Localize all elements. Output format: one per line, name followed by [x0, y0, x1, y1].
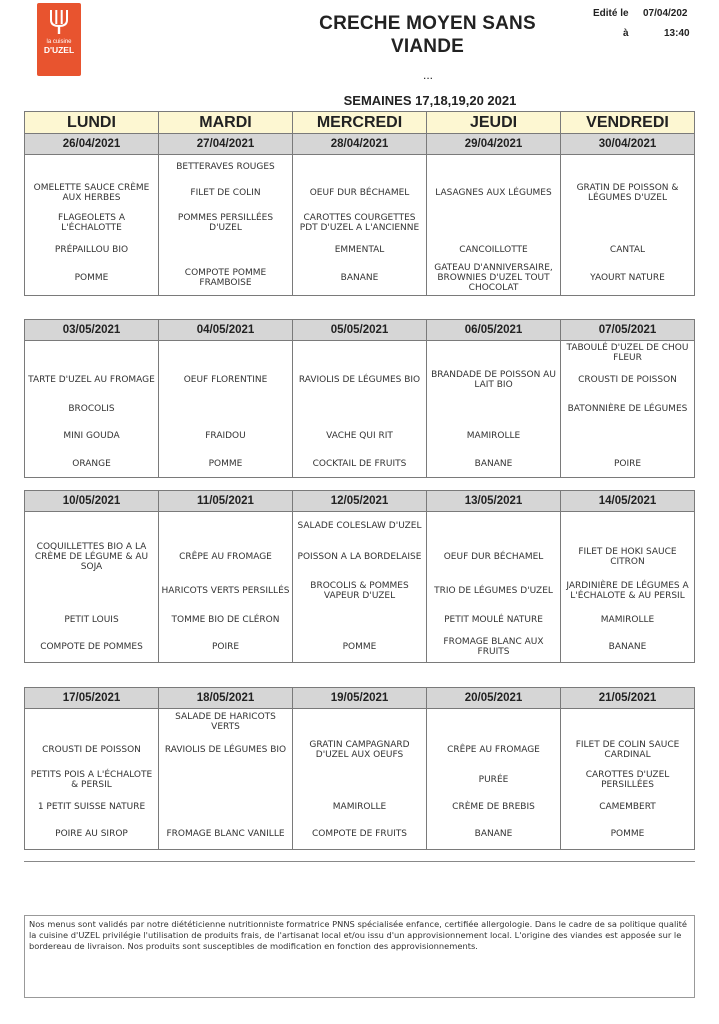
dish-cell: BANANE: [427, 450, 561, 478]
dish-cell: JARDINIÈRE DE LÉGUMES A L'ÉCHALOTE & AU PERSIL: [561, 574, 695, 608]
dish-cell: POMME: [561, 819, 695, 850]
date-cell: 18/05/2021: [159, 688, 293, 709]
date-cell: 05/05/2021: [293, 320, 427, 341]
dish-row: [25, 178, 695, 208]
date-cell: 07/05/2021: [561, 320, 695, 341]
dish-row: [25, 735, 695, 765]
dish-cell: COCKTAIL DE FRUITS: [293, 450, 427, 478]
day-header-row: [25, 112, 695, 134]
page-title: CRECHE MOYEN SANS VIANDE: [319, 13, 536, 57]
dish-cell: CRÈME DE BREBIS: [427, 795, 561, 819]
dish-cell: CANCOILLOTTE: [427, 238, 561, 261]
dish-cell: LASAGNES AUX LÉGUMES: [427, 178, 561, 208]
week-table: [24, 687, 695, 850]
dish-cell: [427, 208, 561, 238]
dish-cell: TRIO DE LÉGUMES D'UZEL: [427, 574, 561, 608]
day-header: MARDI: [159, 112, 293, 134]
week-table: [24, 319, 695, 478]
day-header: MERCREDI: [293, 112, 427, 134]
dish-row: [25, 512, 695, 540]
footer-notice: Nos menus sont validés par notre diététicienne nutritionniste formatrice PNNS spécialisée enfance, certifiée allergologie. Dans le cadre de sa politique qualité la cuisine d'UZEL privilégie l'utilisation de produits frais, de l'artisanat local et/ou issu d'un approvisionnement local. L'origine des viandes est apposée sur le bordereau de livraison. Nos produits sont susceptibles de modification en fonction des approvisionnements.: [24, 915, 695, 998]
dish-cell: CROUSTI DE POISSON: [25, 735, 159, 765]
dish-cell: PRÉPAILLOU BIO: [25, 238, 159, 261]
dish-row: [25, 208, 695, 238]
dish-cell: [293, 395, 427, 422]
dish-cell: SALADE COLESLAW D'UZEL: [293, 512, 427, 540]
edited-time: 13:40: [664, 28, 690, 39]
title-ellipsis: ...: [423, 68, 434, 82]
dish-cell: BANANE: [561, 632, 695, 663]
day-header: LUNDI: [25, 112, 159, 134]
dish-row: [25, 632, 695, 663]
date-cell: 04/05/2021: [159, 320, 293, 341]
date-row: [25, 134, 695, 155]
date-cell: 30/04/2021: [561, 134, 695, 155]
dish-cell: GRATIN CAMPAGNARD D'UZEL AUX OEUFS: [293, 735, 427, 765]
at-label: à: [623, 28, 629, 39]
day-header: JEUDI: [427, 112, 561, 134]
dish-cell: RAVIOLIS DE LÉGUMES BIO: [159, 735, 293, 765]
date-row: [25, 688, 695, 709]
dish-cell: CANTAL: [561, 238, 695, 261]
dish-cell: [159, 512, 293, 540]
dish-cell: CAROTTES COURGETTES PDT D'UZEL A L'ANCIENNE: [293, 208, 427, 238]
logo-top-text: la cuisine: [46, 39, 72, 45]
date-cell: 21/05/2021: [561, 688, 695, 709]
dish-cell: CAMEMBERT: [561, 795, 695, 819]
dish-cell: MINI GOUDA: [25, 422, 159, 450]
dish-cell: FLAGEOLETS A L'ÉCHALOTTE: [25, 208, 159, 238]
dish-cell: BRANDADE DE POISSON AU LAIT BIO: [427, 365, 561, 395]
dish-cell: [561, 208, 695, 238]
dish-cell: PETIT MOULÉ NATURE: [427, 608, 561, 632]
week-table: [24, 111, 695, 296]
dish-cell: RAVIOLIS DE LÉGUMES BIO: [293, 365, 427, 395]
dish-cell: POISSON A LA BORDELAISE: [293, 539, 427, 574]
dish-row: [25, 238, 695, 261]
dish-cell: [25, 574, 159, 608]
dish-row: [25, 341, 695, 366]
dish-cell: [25, 512, 159, 540]
dish-cell: COMPOTE DE POMMES: [25, 632, 159, 663]
dish-cell: POMME: [25, 261, 159, 296]
dish-cell: BANANE: [427, 819, 561, 850]
date-cell: 06/05/2021: [427, 320, 561, 341]
dish-cell: [561, 709, 695, 736]
dish-cell: CRÊPE AU FROMAGE: [159, 539, 293, 574]
dish-cell: FROMAGE BLANC VANILLE: [159, 819, 293, 850]
dish-cell: BROCOLIS: [25, 395, 159, 422]
dish-cell: [159, 395, 293, 422]
dish-cell: BANANE: [293, 261, 427, 296]
dish-row: [25, 395, 695, 422]
date-cell: 20/05/2021: [427, 688, 561, 709]
dish-cell: VACHE QUI RIT: [293, 422, 427, 450]
dish-cell: [427, 709, 561, 736]
dish-row: [25, 365, 695, 395]
dish-cell: HARICOTS VERTS PERSILLÉS: [159, 574, 293, 608]
edited-label: Edité le: [593, 8, 629, 19]
dish-cell: TARTE D'UZEL AU FROMAGE: [25, 365, 159, 395]
date-row: [25, 320, 695, 341]
dish-cell: SALADE DE HARICOTS VERTS: [159, 709, 293, 736]
day-header: VENDREDI: [561, 112, 695, 134]
dish-cell: [561, 422, 695, 450]
dish-cell: PURÉE: [427, 765, 561, 795]
dish-cell: 1 PETIT SUISSE NATURE: [25, 795, 159, 819]
dish-cell: [427, 341, 561, 366]
edited-date: 07/04/202: [643, 8, 688, 19]
dish-cell: POIRE: [561, 450, 695, 478]
dish-cell: FILET DE HOKI SAUCE CITRON: [561, 539, 695, 574]
dish-row: [25, 795, 695, 819]
dish-row: [25, 819, 695, 850]
date-cell: 27/04/2021: [159, 134, 293, 155]
date-cell: 13/05/2021: [427, 491, 561, 512]
dish-cell: [25, 341, 159, 366]
dish-cell: [293, 608, 427, 632]
dish-cell: COQUILLETTES BIO A LA CRÈME DE LÉGUME & AU SOJA: [25, 539, 159, 574]
dish-cell: [427, 395, 561, 422]
date-cell: 12/05/2021: [293, 491, 427, 512]
dish-cell: MAMIROLLE: [561, 608, 695, 632]
dish-cell: TOMME BIO DE CLÉRON: [159, 608, 293, 632]
dish-cell: FRAIDOU: [159, 422, 293, 450]
dish-cell: OEUF DUR BÉCHAMEL: [293, 178, 427, 208]
dish-cell: FILET DE COLIN SAUCE CARDINAL: [561, 735, 695, 765]
dish-cell: FILET DE COLIN: [159, 178, 293, 208]
dish-cell: [293, 709, 427, 736]
dish-cell: YAOURT NATURE: [561, 261, 695, 296]
dish-cell: ORANGE: [25, 450, 159, 478]
dish-cell: [293, 155, 427, 179]
dish-cell: [427, 155, 561, 179]
dish-cell: FROMAGE BLANC AUX FRUITS: [427, 632, 561, 663]
date-cell: 14/05/2021: [561, 491, 695, 512]
date-cell: 11/05/2021: [159, 491, 293, 512]
dish-cell: [25, 155, 159, 179]
date-cell: 10/05/2021: [25, 491, 159, 512]
dish-cell: [159, 238, 293, 261]
date-cell: 29/04/2021: [427, 134, 561, 155]
dish-cell: [561, 155, 695, 179]
dish-cell: EMMENTAL: [293, 238, 427, 261]
logo-bottom-text: D'UZEL: [43, 45, 75, 55]
dish-cell: MAMIROLLE: [293, 795, 427, 819]
dish-cell: POMMES PERSILLÉES D'UZEL: [159, 208, 293, 238]
date-cell: 03/05/2021: [25, 320, 159, 341]
dish-cell: OMELETTE SAUCE CRÈME AUX HERBES: [25, 178, 159, 208]
dish-cell: OEUF DUR BÉCHAMEL: [427, 539, 561, 574]
dish-row: [25, 608, 695, 632]
dish-cell: BETTERAVES ROUGES: [159, 155, 293, 179]
dish-cell: GATEAU D'ANNIVERSAIRE, BROWNIES D'UZEL TOUT CHOCOLAT: [427, 261, 561, 296]
dish-cell: BATONNIÈRE DE LÉGUMES: [561, 395, 695, 422]
date-cell: 26/04/2021: [25, 134, 159, 155]
dish-cell: CROUSTI DE POISSON: [561, 365, 695, 395]
dish-cell: TABOULÉ D'UZEL DE CHOU FLEUR: [561, 341, 695, 366]
dish-cell: [427, 512, 561, 540]
dish-cell: POMME: [293, 632, 427, 663]
dish-row: [25, 709, 695, 736]
dish-cell: [561, 512, 695, 540]
dish-row: [25, 261, 695, 296]
dish-cell: COMPOTE POMME FRAMBOISE: [159, 261, 293, 296]
dish-cell: CAROTTES D'UZEL PERSILLÉES: [561, 765, 695, 795]
dish-cell: OEUF FLORENTINE: [159, 365, 293, 395]
dish-cell: [159, 341, 293, 366]
dish-cell: [293, 765, 427, 795]
bottom-divider: [24, 861, 695, 862]
dish-row: [25, 539, 695, 574]
dish-row: [25, 574, 695, 608]
dish-row: [25, 450, 695, 478]
fork-icon: [48, 9, 70, 35]
dish-cell: CRÊPE AU FROMAGE: [427, 735, 561, 765]
date-cell: 17/05/2021: [25, 688, 159, 709]
dish-cell: POIRE: [159, 632, 293, 663]
dish-row: [25, 422, 695, 450]
dish-cell: [293, 341, 427, 366]
dish-cell: POMME: [159, 450, 293, 478]
brand-logo: [37, 3, 81, 76]
dish-cell: [159, 765, 293, 795]
date-cell: 19/05/2021: [293, 688, 427, 709]
dish-row: [25, 155, 695, 179]
week-table: [24, 490, 695, 663]
weeks-subtitle: SEMAINES 17,18,19,20 2021: [343, 93, 517, 108]
date-row: [25, 491, 695, 512]
dish-row: [25, 765, 695, 795]
dish-cell: COMPOTE DE FRUITS: [293, 819, 427, 850]
dish-cell: [25, 709, 159, 736]
dish-cell: MAMIROLLE: [427, 422, 561, 450]
dish-cell: POIRE AU SIROP: [25, 819, 159, 850]
dish-cell: PETITS POIS A L'ÉCHALOTE & PERSIL: [25, 765, 159, 795]
dish-cell: [159, 795, 293, 819]
dish-cell: PETIT LOUIS: [25, 608, 159, 632]
date-cell: 28/04/2021: [293, 134, 427, 155]
dish-cell: BROCOLIS & POMMES VAPEUR D'UZEL: [293, 574, 427, 608]
dish-cell: GRATIN DE POISSON & LÉGUMES D'UZEL: [561, 178, 695, 208]
